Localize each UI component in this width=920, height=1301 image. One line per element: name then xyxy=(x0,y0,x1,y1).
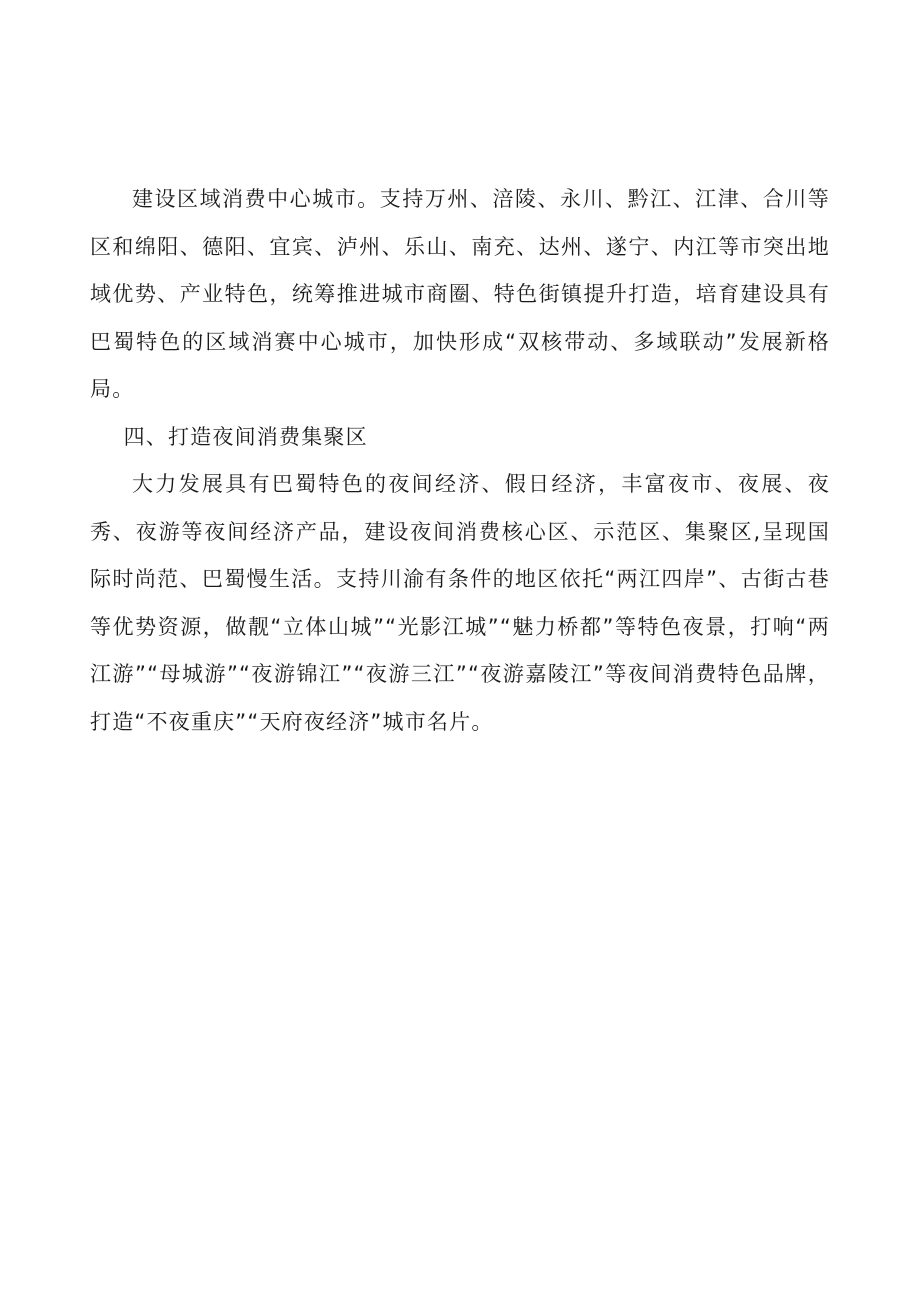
paragraph-regional-consumption-center: 建设区域消费中心城市。支持万州、涪陵、永川、黔江、江津、合川等区和绵阳、德阳、宜宾、泸州、乐山、南充、达州、遂宁、内江等市突出地域优势、产业特色，统筹推进城市商圈、特色街镇提升打造，培育建设具有巴蜀特色的区域消赛中心城市，加快形成“双核带动、多域联动”发展新格局。 xyxy=(90,187,830,401)
section-heading-night-consumption: 四、打造夜间消费集聚区 xyxy=(123,424,368,449)
document-body xyxy=(90,176,830,746)
paragraph-night-economy: 大力发展具有巴蜀特色的夜间经济、假日经济，丰富夜市、夜展、夜秀、夜游等夜间经济产品，建设夜间消费核心区、示范区、集聚区,呈现国际时尚范、巴蜀慢生活。支持川渝有条件的地区依托“两江四岸”、古街古巷等优势资源，做靓“立体山城”“光影江城”“魅力桥都”等特色夜景，打响“两江游”“母城游”“夜游锦江”“夜游三江”“夜游嘉陵江”等夜间消费特色品牌，打造“不夜重庆”“天府夜经济”城市名片。 xyxy=(90,472,830,734)
